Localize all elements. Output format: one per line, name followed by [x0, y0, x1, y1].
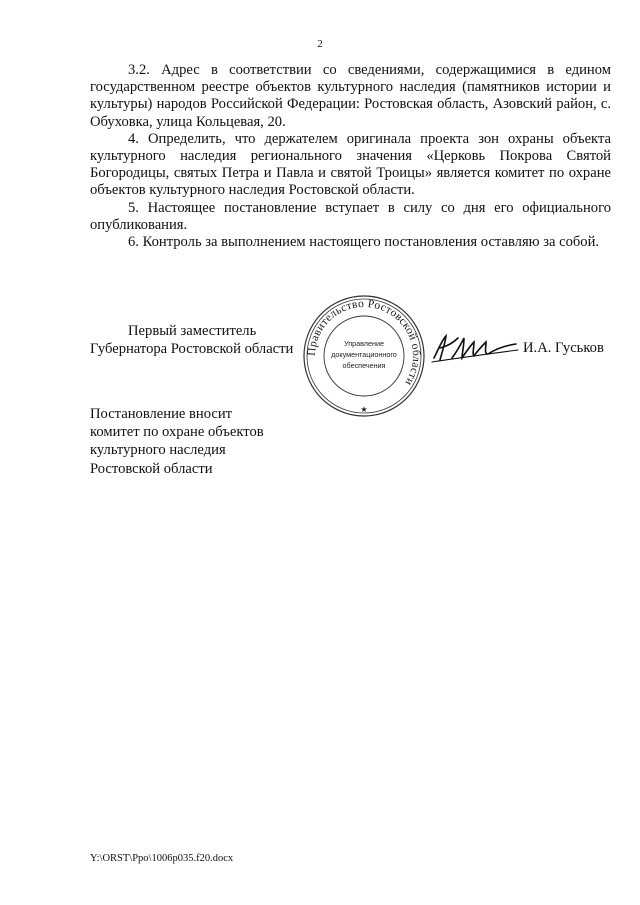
seal-center-line1: Управление: [344, 339, 384, 348]
submitted-by-note: [90, 405, 264, 478]
page-number: 2: [317, 38, 323, 50]
signatory-position-line1: Первый заместитель: [128, 323, 257, 339]
signatory-name: И.А. Гуськов: [523, 340, 604, 356]
paragraph-address: 3.2. Адрес в соответствии со сведениями, содержащимися в едином государственном реестре объектов культурного наследия (памятников истории и культуры) народов Российской Федерации: Ростовская область, Азовский район, с. Обуховка, улица Кольцевая, 20.: [90, 62, 611, 130]
paragraph-effective: 5. Настоящее постановление вступает в силу со дня его официального опубликования.: [90, 199, 611, 233]
signatory-position: [90, 322, 293, 358]
seal-center-line2: документационного: [331, 350, 397, 359]
submitted-by-line3: культурного наследия: [90, 442, 226, 459]
paragraph-holder: 4. Определить, что держателем оригинала проекта зон охраны объекта культурного наследия регионального значения «Церковь Покрова Святой Богородицы, святых Петра и Павла и святой Троицы» является комитет по охране объектов культурного наследия Ростовской области.: [90, 130, 611, 199]
submitted-by-line2: комитет по охране объектов: [90, 424, 264, 441]
official-seal: [302, 294, 426, 418]
seal-center-line3: обеспечения: [342, 361, 386, 370]
seal-ring-text: Правительство Ростовской области: [305, 297, 423, 388]
signatory-position-line2: Губернатора Ростовской области: [90, 341, 294, 357]
handwritten-signature: [428, 328, 520, 368]
submitted-by-line1: Постановление вносит: [90, 406, 233, 422]
body-text: [90, 62, 611, 251]
submitted-by-line4: Ростовской области: [90, 460, 213, 477]
file-path: Y:\ORST\Ppo\1006p035.f20.docx: [90, 853, 234, 864]
paragraph-control: 6. Контроль за выполнением настоящего постановления оставляю за собой.: [128, 234, 600, 251]
seal-star-icon: ★: [360, 405, 368, 414]
